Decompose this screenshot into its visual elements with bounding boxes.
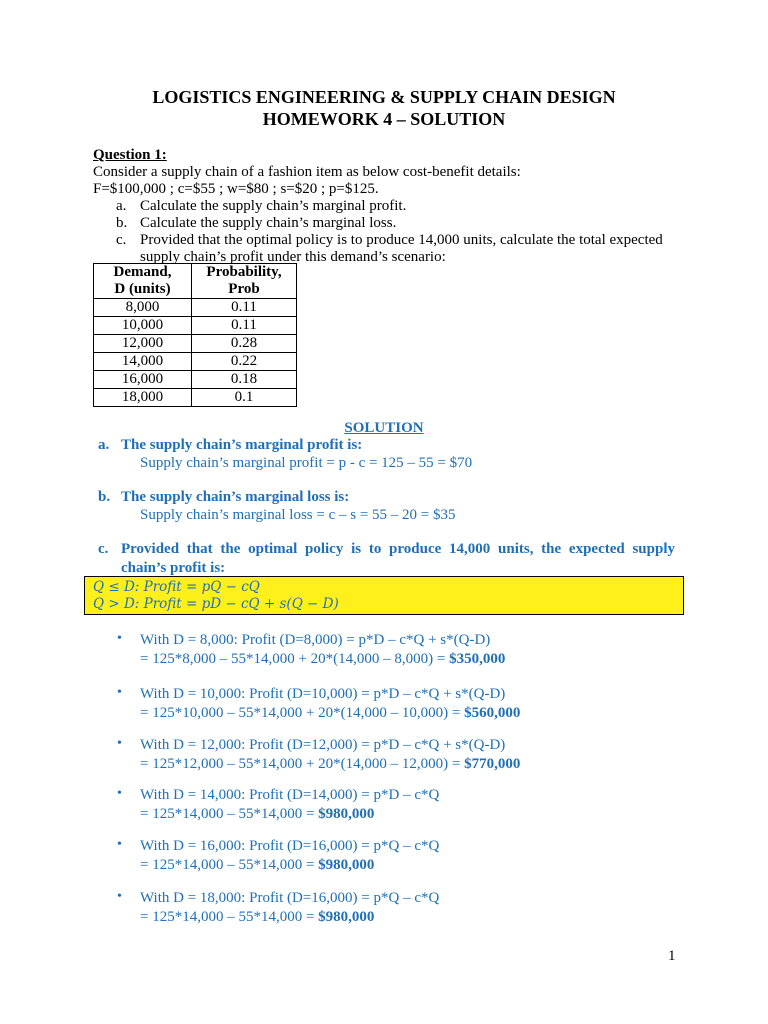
profit-case-d8000 xyxy=(140,631,505,669)
case-result: $980,000 xyxy=(318,806,375,822)
document-title-line2: HOMEWORK 4 – SOLUTION xyxy=(262,109,506,129)
bullet-icon: • xyxy=(117,631,122,646)
case-line2: = 125*14,000 – 55*14,000 = $980,000 xyxy=(140,909,375,925)
demand-cell: 10,000 xyxy=(94,317,192,335)
table-row xyxy=(94,371,297,389)
item-marker: b. xyxy=(116,215,128,231)
demand-cell: 16,000 xyxy=(94,371,192,389)
item-text: Calculate the supply chain’s marginal profit. xyxy=(140,198,407,214)
bullet-icon: • xyxy=(117,837,122,852)
section-label: b. xyxy=(98,489,111,505)
case-result: $560,000 xyxy=(464,705,521,721)
profit-case-d12000 xyxy=(140,736,520,774)
table-header-row xyxy=(94,264,297,299)
demand-cell: 8,000 xyxy=(94,299,192,317)
case-line2: = 125*14,000 – 55*14,000 = $980,000 xyxy=(140,806,375,822)
case-line1: With D = 18,000: Profit (D=16,000) = p*Q – c*Q xyxy=(140,890,440,906)
marginal-loss-text: Supply chain’s marginal loss = c – s = 55 – 20 = $35 xyxy=(140,507,456,523)
table-row xyxy=(94,353,297,371)
page-number: 1 xyxy=(668,948,676,964)
question-intro: Consider a supply chain of a fashion item as below cost-benefit details: xyxy=(93,164,521,180)
solution-heading: SOLUTION xyxy=(344,420,424,436)
probability-cell: 0.28 xyxy=(192,335,297,353)
section-heading-text: Provided that the optimal policy is to produce 14,000 units, the expected supply xyxy=(121,541,675,557)
probability-cell: 0.11 xyxy=(192,299,297,317)
probability-cell: 0.18 xyxy=(192,371,297,389)
item-marker: c. xyxy=(116,232,127,248)
case-line1: With D = 10,000: Profit (D=10,000) = p*D – c*Q + s*(Q-D) xyxy=(140,686,506,702)
demand-probability-table xyxy=(93,263,297,407)
case-line2: = 125*12,000 – 55*14,000 + 20*(14,000 – 12,000) = $770,000 xyxy=(140,756,521,772)
table-row xyxy=(94,335,297,353)
case-result: $980,000 xyxy=(318,909,375,925)
case-result: $980,000 xyxy=(318,857,375,873)
question-params: F=$100,000 ; c=$55 ; w=$80 ; s=$20 ; p=$125. xyxy=(93,181,379,197)
bullet-icon: • xyxy=(117,685,122,700)
case-line1: With D = 8,000: Profit (D=8,000) = p*D – c*Q + s*(Q-D) xyxy=(140,632,491,648)
formula-q-gt-d: Q > D: Profit = pD − cQ + s(Q − D) xyxy=(93,596,339,612)
table-row xyxy=(94,299,297,317)
item-text: Provided that the optimal policy is to produce 14,000 units, calculate the total expected xyxy=(140,232,663,248)
case-result: $350,000 xyxy=(449,651,506,667)
demand-cell: 12,000 xyxy=(94,335,192,353)
profit-case-d16000 xyxy=(140,837,439,875)
case-line1: With D = 16,000: Profit (D=16,000) = p*Q – c*Q xyxy=(140,838,440,854)
case-line2: = 125*8,000 – 55*14,000 + 20*(14,000 – 8,000) = $350,000 xyxy=(140,651,506,667)
formula-q-le-d: Q ≤ D: Profit = pQ − cQ xyxy=(93,579,260,595)
profit-case-d14000 xyxy=(140,786,439,824)
marginal-profit-text: Supply chain’s marginal profit = p - c = 125 – 55 = $70 xyxy=(140,455,473,471)
probability-cell: 0.1 xyxy=(192,389,297,407)
table-row xyxy=(94,317,297,335)
table-row xyxy=(94,389,297,407)
section-heading-text: The supply chain’s marginal loss is: xyxy=(121,489,350,505)
section-heading-text-continued: chain’s profit is: xyxy=(121,560,226,576)
demand-cell: 18,000 xyxy=(94,389,192,407)
section-label: c. xyxy=(98,541,109,557)
profit-case-d18000 xyxy=(140,889,439,927)
column-header-probability: Probability, Prob xyxy=(192,264,297,299)
probability-cell: 0.22 xyxy=(192,353,297,371)
column-header-demand: Demand, D (units) xyxy=(94,264,192,299)
profit-formula-box xyxy=(84,576,684,615)
document-title-line1: LOGISTICS ENGINEERING & SUPPLY CHAIN DESIGN xyxy=(152,87,616,107)
bullet-icon: • xyxy=(117,786,122,801)
profit-case-d10000 xyxy=(140,685,520,723)
item-text: Calculate the supply chain’s marginal loss. xyxy=(140,215,397,231)
case-line2: = 125*10,000 – 55*14,000 + 20*(14,000 – 10,000) = $560,000 xyxy=(140,705,521,721)
bullet-icon: • xyxy=(117,736,122,751)
section-heading-text: The supply chain’s marginal profit is: xyxy=(121,437,363,453)
case-line1: With D = 12,000: Profit (D=12,000) = p*D – c*Q + s*(Q-D) xyxy=(140,737,506,753)
bullet-icon: • xyxy=(117,889,122,904)
item-marker: a. xyxy=(116,198,127,214)
section-label: a. xyxy=(98,437,110,453)
case-line1: With D = 14,000: Profit (D=14,000) = p*D – c*Q xyxy=(140,787,440,803)
probability-cell: 0.11 xyxy=(192,317,297,335)
demand-cell: 14,000 xyxy=(94,353,192,371)
question-item-c-continued: supply chain’s profit under this demand’s scenario: xyxy=(140,249,446,265)
question-label: Question 1: xyxy=(93,147,167,163)
case-line2: = 125*14,000 – 55*14,000 = $980,000 xyxy=(140,857,375,873)
case-result: $770,000 xyxy=(464,756,521,772)
